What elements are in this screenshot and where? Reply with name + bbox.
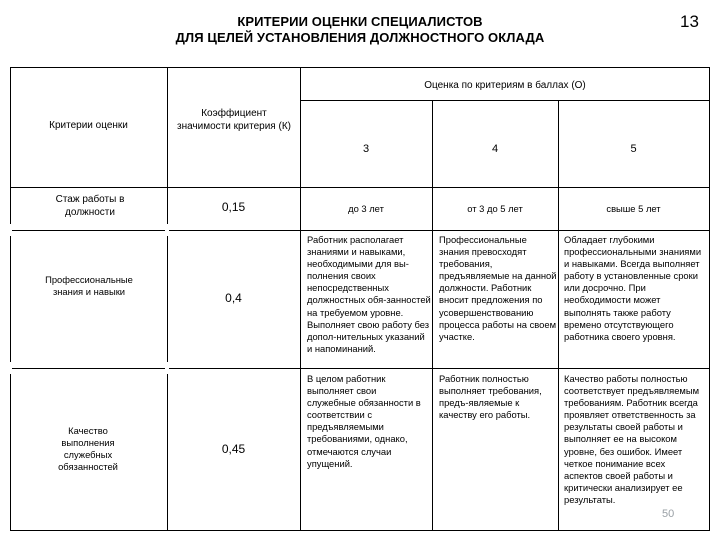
header-score-4: 4: [491, 143, 499, 155]
page-title: [0, 14, 720, 46]
table-top-border: [10, 67, 710, 68]
col-divider-2: [300, 67, 301, 531]
row-2-criterion: Профессиональные знания и навыки: [45, 274, 133, 298]
row-1-criterion: Стаж работы в должности: [55, 194, 125, 218]
row-divider-2: [10, 230, 710, 231]
border-gap: [8, 224, 12, 236]
row-1-score-3: до 3 лет: [348, 203, 384, 214]
row-1-score-5: свыше 5 лет: [606, 203, 661, 214]
row-1-coefficient: 0,15: [221, 200, 246, 214]
col-divider-4: [558, 100, 559, 531]
row-3-coefficient: 0,45: [221, 442, 246, 456]
header-criteria: Критерии оценки: [49, 120, 128, 131]
header-coefficient: Коэффициент значимости критерия (К): [176, 108, 291, 132]
table-bottom-border: [10, 530, 710, 531]
group-header: Оценка по критериям в баллах (О): [424, 80, 586, 91]
row-3-score-5: Качество работы полностью соответствует предъявляемым требованиям. Работник всегда проявляет ответственность за результаты своей работы и выполняет ее на высоком уровне, без ошибок. Имеет четкое понимание всех аспектов своей работы и критически анализирует ее результаты.: [564, 373, 700, 505]
row-divider-1: [10, 187, 710, 188]
header-score-3: 3: [362, 143, 370, 155]
row-2-score-4: Профессиональные знания превосходят требования, предъявляемые на данной должности. Работник вносит предложения по усовершенствованию процесса работы на своем участке.: [439, 234, 557, 342]
border-gap: [165, 224, 169, 236]
row-2-score-5: Обладает глубокими профессиональными знаниями и навыками. Всегда выполняет работу в установленные сроки или досрочно. При необходимости может выполнять также работу времено отсутствующего работника своего уровня.: [564, 234, 702, 342]
title-line-2: ДЛЯ ЦЕЛЕЙ УСТАНОВЛЕНИЯ ДОЛЖНОСТНОГО ОКЛАДА: [175, 30, 545, 45]
page-number: 13: [680, 12, 699, 31]
col-divider-3: [432, 100, 433, 531]
title-line-1: КРИТЕРИИ ОЦЕНКИ СПЕЦИАЛИСТОВ: [237, 14, 483, 29]
group-header-underline: [300, 100, 710, 101]
row-3-score-3: В целом работник выполняет свои служебные обязанности в соответствии с предъявляемыми требованиями, однако, отмечаются случаи упущений.: [307, 373, 421, 469]
row-2-score-3: Работник располагает знаниями и навыками, необходимыми для вы-полнения своих непосредственных должностных обя-занностей на требуемом уровне. Выполняет свою работу без допол-нительных указаний и напоминаний.: [307, 234, 431, 354]
header-score-5: 5: [630, 143, 637, 155]
row-3-score-4: Работник полностью выполняет требования, предъ-являемые к качеству его работы.: [439, 373, 542, 421]
row-2-coefficient: 0,4: [225, 291, 242, 305]
table-right-border: [709, 67, 710, 531]
border-gap: [8, 362, 12, 374]
table-left-border: [10, 67, 11, 531]
row-divider-3: [10, 368, 710, 369]
slide-number: 50: [662, 508, 675, 520]
border-gap: [165, 362, 169, 374]
row-1-score-4: от 3 до 5 лет: [467, 203, 523, 214]
row-3-criterion: Качество выполнения служебных обязанностей: [58, 425, 118, 473]
